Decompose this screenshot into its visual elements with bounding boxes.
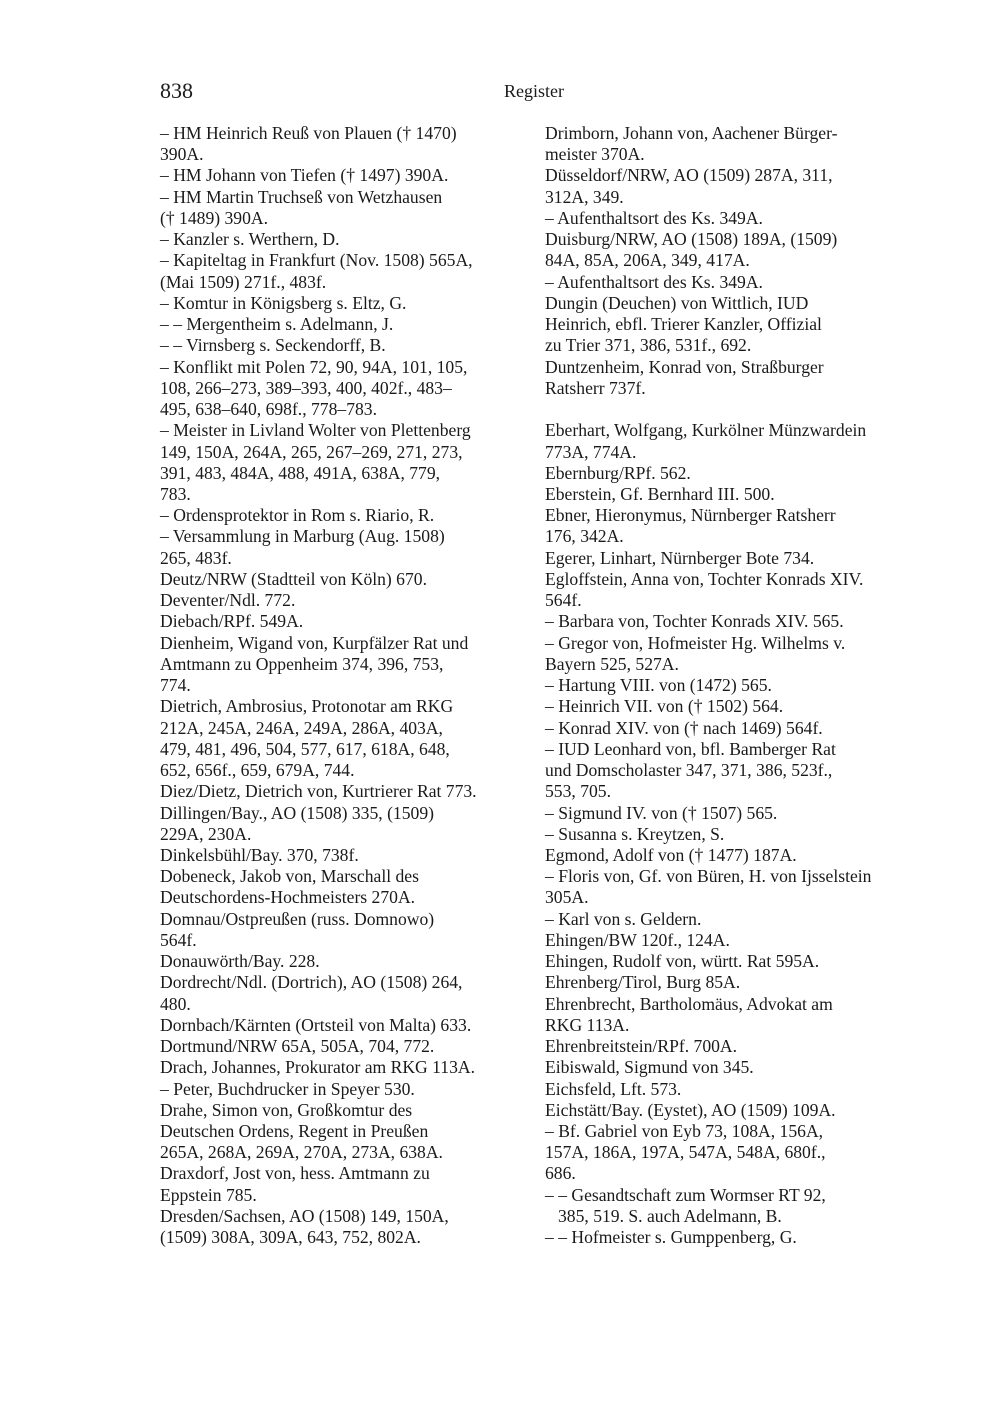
index-subentry bbox=[545, 909, 915, 930]
index-entry-line: – IUD Leonhard von, bfl. Bamberger Rat bbox=[545, 738, 836, 759]
index-entry bbox=[545, 951, 915, 972]
index-subentry bbox=[160, 123, 530, 165]
index-entry bbox=[545, 548, 915, 569]
index-entry-line: meister 370A. bbox=[545, 144, 645, 165]
index-entry bbox=[160, 1036, 530, 1057]
index-entry-line: Ebernburg/RPf. 562. bbox=[545, 462, 691, 483]
index-entry bbox=[160, 1015, 530, 1036]
index-entry-line: Ehrenberg/Tirol, Burg 85A. bbox=[545, 972, 741, 993]
index-entry-line: – Peter, Buchdrucker in Speyer 530. bbox=[160, 1078, 415, 1099]
index-entry bbox=[160, 590, 530, 611]
index-column-left bbox=[160, 123, 530, 1248]
index-entry-line: Egloffstein, Anna von, Tochter Konrads XIV. bbox=[545, 568, 864, 589]
index-entry-line: 265, 483f. bbox=[160, 547, 232, 568]
index-entry-line: – Heinrich VII. von († 1502) 564. bbox=[545, 696, 784, 717]
index-entry-line: Deutschen Ordens, Regent in Preußen bbox=[160, 1121, 429, 1142]
index-entry bbox=[160, 803, 530, 845]
index-entry-line: – HM Johann von Tiefen († 1497) 390A. bbox=[160, 165, 449, 186]
index-entry-line: Diez/Dietz, Dietrich von, Kurtrierer Rat 773. bbox=[160, 781, 477, 802]
index-entry-line: (1509) 308A, 309A, 643, 752, 802A. bbox=[160, 1227, 421, 1248]
index-entry-line: Deutz/NRW (Stadtteil von Köln) 670. bbox=[160, 568, 427, 589]
index-entry-line: 783. bbox=[160, 483, 191, 504]
index-entry bbox=[160, 972, 530, 1014]
index-entry-line: 265A, 268A, 269A, 270A, 273A, 638A. bbox=[160, 1142, 443, 1163]
index-subentry bbox=[545, 208, 915, 229]
index-entry-line: und Domscholaster 347, 371, 386, 523f., bbox=[545, 760, 833, 781]
index-entry bbox=[160, 866, 530, 908]
index-entry-line: Eichsfeld, Lft. 573. bbox=[545, 1078, 682, 1099]
index-entry bbox=[160, 845, 530, 866]
index-entry-line: Eberstein, Gf. Bernhard III. 500. bbox=[545, 483, 775, 504]
index-subentry bbox=[160, 420, 530, 505]
index-entry bbox=[545, 293, 915, 357]
index-entry-line: – Konrad XIV. von († nach 1469) 564f. bbox=[545, 717, 823, 738]
index-entry-line: – Konflikt mit Polen 72, 90, 94A, 101, 105, bbox=[160, 356, 468, 377]
index-entry-line: Ebner, Hieronymus, Nürnberger Ratsherr bbox=[545, 505, 836, 526]
index-entry bbox=[545, 165, 915, 207]
index-entry-line: Donauwörth/Bay. 228. bbox=[160, 951, 320, 972]
index-entry-line: 176, 342A. bbox=[545, 526, 624, 547]
index-entry-line: – Komtur in Königsberg s. Eltz, G. bbox=[160, 292, 407, 313]
index-subentry bbox=[160, 505, 530, 526]
index-entry-line: Amtmann zu Oppenheim 374, 396, 753, bbox=[160, 653, 444, 674]
index-entry-line: – Floris von, Gf. von Büren, H. von Ijsselstein bbox=[545, 866, 872, 887]
index-subentry bbox=[545, 739, 915, 803]
index-subentry bbox=[545, 718, 915, 739]
index-subentry bbox=[160, 1079, 530, 1100]
index-entry bbox=[545, 420, 915, 462]
index-entry-line: Ehingen/BW 120f., 124A. bbox=[545, 929, 730, 950]
index-entry-line: 385, 519. S. auch Adelmann, B. bbox=[558, 1205, 782, 1226]
index-entry-line: Dietrich, Ambrosius, Protonotar am RKG bbox=[160, 696, 454, 717]
index-entry-line: Ehrenbreitstein/RPf. 700A. bbox=[545, 1036, 738, 1057]
index-subentry bbox=[545, 611, 915, 632]
index-entry-line: Dobeneck, Jakob von, Marschall des bbox=[160, 866, 419, 887]
index-entry-line: – Sigmund IV. von († 1507) 565. bbox=[545, 802, 778, 823]
index-entry-line: Drimborn, Johann von, Aachener Bürger- bbox=[545, 123, 838, 143]
index-entry-line: 480. bbox=[160, 993, 191, 1014]
index-entry-line: Domnau/Ostpreußen (russ. Domnowo) bbox=[160, 908, 435, 929]
index-entry-line: Ehrenbrecht, Bartholomäus, Advokat am bbox=[545, 993, 833, 1014]
index-entry-line: Dordrecht/Ndl. (Dortrich), AO (1508) 264, bbox=[160, 972, 463, 993]
index-entry bbox=[545, 994, 915, 1036]
index-entry-line: – Barbara von, Tochter Konrads XIV. 565. bbox=[545, 611, 844, 632]
index-entry-line: Dungin (Deuchen) von Wittlich, IUD bbox=[545, 292, 809, 313]
index-entry-line: 157A, 186A, 197A, 547A, 548A, 680f., bbox=[545, 1142, 826, 1163]
index-entry-line: Eppstein 785. bbox=[160, 1184, 257, 1205]
letter-section-gap bbox=[545, 399, 915, 420]
index-entry-line: 391, 483, 484A, 488, 491A, 638A, 779, bbox=[160, 462, 441, 483]
index-entry bbox=[545, 845, 915, 866]
index-subentry bbox=[545, 824, 915, 845]
index-entry-line: 773A, 774A. bbox=[545, 441, 637, 462]
index-entry bbox=[160, 951, 530, 972]
index-entry bbox=[545, 972, 915, 993]
index-entry-line: – – Hofmeister s. Gumppenberg, G. bbox=[545, 1227, 797, 1248]
index-entry-line: 495, 638–640, 698f., 778–783. bbox=[160, 399, 377, 420]
index-entry bbox=[160, 1163, 530, 1205]
index-entry-line: 652, 656f., 659, 679A, 744. bbox=[160, 760, 355, 781]
index-subentry bbox=[545, 272, 915, 293]
index-entry-line: 686. bbox=[545, 1163, 576, 1184]
index-entry-line: RKG 113A. bbox=[545, 1014, 630, 1035]
index-subentry bbox=[545, 1227, 915, 1248]
index-entry-line: Bayern 525, 527A. bbox=[545, 653, 679, 674]
index-entry-line: Dinkelsbühl/Bay. 370, 738f. bbox=[160, 844, 359, 865]
index-subentry bbox=[545, 675, 915, 696]
index-entry-line: Ehingen, Rudolf von, württ. Rat 595A. bbox=[545, 951, 820, 972]
index-entry-line: Duntzenheim, Konrad von, Straßburger bbox=[545, 356, 824, 377]
index-subentry bbox=[545, 633, 915, 675]
index-entry bbox=[545, 1079, 915, 1100]
index-entry-line: – – Mergentheim s. Adelmann, J. bbox=[160, 314, 394, 335]
index-entry-line: – – Gesandtschaft zum Wormser RT 92, bbox=[545, 1184, 826, 1205]
index-entry bbox=[545, 123, 915, 165]
index-entry-line: – Kanzler s. Werthern, D. bbox=[160, 229, 340, 250]
index-subentry bbox=[160, 357, 530, 421]
index-entry-line: zu Trier 371, 386, 531f., 692. bbox=[545, 335, 752, 356]
index-entry bbox=[545, 1057, 915, 1078]
index-entry-line: Deutschordens-Hochmeisters 270A. bbox=[160, 887, 416, 908]
index-entry-line: 84A, 85A, 206A, 349, 417A. bbox=[545, 250, 750, 271]
index-entry-line: – Kapiteltag in Frankfurt (Nov. 1508) 565A, bbox=[160, 250, 473, 271]
index-entry-line: Dillingen/Bay., AO (1508) 335, (1509) bbox=[160, 802, 434, 823]
index-entry bbox=[160, 781, 530, 802]
index-entry-line: Duisburg/NRW, AO (1508) 189A, (1509) bbox=[545, 229, 838, 250]
index-subentry bbox=[545, 803, 915, 824]
index-entry-line: – Bf. Gabriel von Eyb 73, 108A, 156A, bbox=[545, 1121, 824, 1142]
index-entry bbox=[545, 229, 915, 271]
index-entry-line: 479, 481, 496, 504, 577, 617, 618A, 648, bbox=[160, 738, 450, 759]
index-entry-line: Eibiswald, Sigmund von 345. bbox=[545, 1057, 754, 1078]
index-subentry bbox=[160, 187, 530, 229]
index-entry-line: Diebach/RPf. 549A. bbox=[160, 611, 304, 632]
index-entry-line: († 1489) 390A. bbox=[160, 207, 268, 228]
index-subentry bbox=[160, 314, 530, 335]
page-number: 838 bbox=[160, 78, 193, 103]
index-subentry bbox=[160, 165, 530, 186]
index-entry-line: Egerer, Linhart, Nürnberger Bote 734. bbox=[545, 547, 815, 568]
index-entry-line: – Aufenthaltsort des Ks. 349A. bbox=[545, 207, 763, 228]
index-entry-line: Dienheim, Wigand von, Kurpfälzer Rat und bbox=[160, 632, 469, 653]
index-entry-line: 229A, 230A. bbox=[160, 823, 252, 844]
index-entry-line: – HM Heinrich Reuß von Plauen († 1470) bbox=[160, 123, 457, 143]
index-entry bbox=[160, 633, 530, 697]
index-entry-line: 390A. bbox=[160, 144, 204, 165]
index-subentry bbox=[545, 1185, 915, 1227]
index-entry bbox=[160, 1057, 530, 1078]
index-subentry bbox=[545, 866, 915, 908]
index-entry-line: – HM Martin Truchseß von Wetzhausen bbox=[160, 186, 443, 207]
index-entry-line: 212A, 245A, 246A, 249A, 286A, 403A, bbox=[160, 717, 443, 738]
index-entry-line: 312A, 349. bbox=[545, 186, 624, 207]
index-subentry bbox=[160, 229, 530, 250]
index-entry bbox=[545, 930, 915, 951]
index-subentry bbox=[160, 526, 530, 568]
index-entry bbox=[160, 696, 530, 781]
index-entry bbox=[545, 569, 915, 611]
index-subentry bbox=[160, 335, 530, 356]
index-subentry bbox=[545, 1121, 915, 1185]
index-entry-line: 108, 266–273, 389–393, 400, 402f., 483– bbox=[160, 377, 452, 398]
running-head: Register bbox=[504, 81, 564, 101]
index-entry-line: – Susanna s. Kreytzen, S. bbox=[545, 823, 725, 844]
index-entry-line: – Hartung VIII. von (1472) 565. bbox=[545, 675, 772, 696]
index-entry-line: Deventer/Ndl. 772. bbox=[160, 590, 296, 611]
index-entry bbox=[160, 1206, 530, 1248]
index-entry-line: 305A. bbox=[545, 887, 589, 908]
index-entry-line: Dresden/Sachsen, AO (1508) 149, 150A, bbox=[160, 1205, 449, 1226]
index-entry-line: 564f. bbox=[160, 929, 197, 950]
index-entry-line: Dornbach/Kärnten (Ortsteil von Malta) 633. bbox=[160, 1014, 472, 1035]
index-column-right bbox=[545, 123, 915, 1248]
index-entry-line: 774. bbox=[160, 675, 191, 696]
index-entry bbox=[545, 484, 915, 505]
index-subentry bbox=[160, 250, 530, 292]
index-entry-line: Drach, Johannes, Prokurator am RKG 113A. bbox=[160, 1057, 475, 1078]
index-entry-line: 553, 705. bbox=[545, 781, 611, 802]
index-entry bbox=[545, 357, 915, 399]
index-entry-line: – Karl von s. Geldern. bbox=[545, 908, 702, 929]
index-entry-line: Düsseldorf/NRW, AO (1509) 287A, 311, bbox=[545, 165, 833, 186]
index-entry-line: Drahe, Simon von, Großkomtur des bbox=[160, 1099, 413, 1120]
index-entry-line: – Versammlung in Marburg (Aug. 1508) bbox=[160, 526, 445, 547]
index-entry-line: Draxdorf, Jost von, hess. Amtmann zu bbox=[160, 1163, 430, 1184]
index-entry-line: Ratsherr 737f. bbox=[545, 377, 646, 398]
index-entry bbox=[160, 1100, 530, 1164]
index-entry bbox=[545, 463, 915, 484]
index-entry-line: Eberhart, Wolfgang, Kurkölner Münzwardein bbox=[545, 420, 867, 441]
index-entry-line: 564f. bbox=[545, 590, 582, 611]
index-entry-line: – Gregor von, Hofmeister Hg. Wilhelms v. bbox=[545, 632, 846, 653]
index-entry-line: Eichstätt/Bay. (Eystet), AO (1509) 109A. bbox=[545, 1099, 836, 1120]
index-subentry bbox=[545, 696, 915, 717]
index-entry-line: – – Virnsberg s. Seckendorff, B. bbox=[160, 335, 386, 356]
index-entry bbox=[545, 1036, 915, 1057]
index-entry bbox=[160, 909, 530, 951]
index-entry-line: Heinrich, ebfl. Trierer Kanzler, Offizial bbox=[545, 314, 822, 335]
index-entry-line: (Mai 1509) 271f., 483f. bbox=[160, 271, 327, 292]
index-entry-line: Egmond, Adolf von († 1477) 187A. bbox=[545, 844, 797, 865]
index-entry-line: 149, 150A, 264A, 265, 267–269, 271, 273, bbox=[160, 441, 463, 462]
index-entry bbox=[545, 1100, 915, 1121]
index-entry bbox=[160, 611, 530, 632]
index-entry bbox=[160, 569, 530, 590]
index-entry-line: – Aufenthaltsort des Ks. 349A. bbox=[545, 271, 763, 292]
index-entry bbox=[545, 505, 915, 547]
index-entry-line: Dortmund/NRW 65A, 505A, 704, 772. bbox=[160, 1036, 435, 1057]
index-entry-line: – Meister in Livland Wolter von Plettenberg bbox=[160, 420, 471, 441]
index-subentry bbox=[160, 293, 530, 314]
index-entry-line: – Ordensprotektor in Rom s. Riario, R. bbox=[160, 505, 435, 526]
